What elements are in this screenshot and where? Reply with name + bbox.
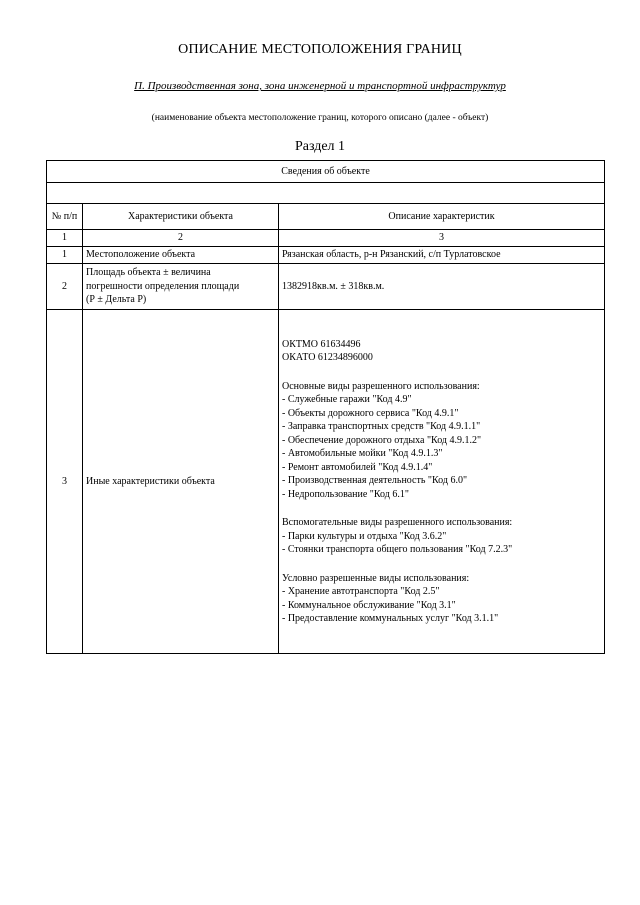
row-characteristic: [83, 264, 279, 310]
aux-uses-title: Вспомогательные виды разрешенного использования:: [282, 517, 513, 528]
table-empty-row: [47, 183, 605, 204]
code-line: ОКТМО 61634496: [282, 338, 361, 350]
table-header-row: [47, 204, 605, 230]
table-row: [47, 310, 605, 654]
row-number: 3: [47, 310, 83, 654]
col-number-3: 3: [279, 230, 605, 247]
main-use-item: - Автомобильные мойки "Код 4.9.1.3": [282, 448, 443, 459]
header-characteristic: Характеристики объекта: [83, 204, 279, 230]
cond-use-item: - Хранение автотранспорта "Код 2.5": [282, 586, 440, 597]
characteristic-line: погрешности определения площади: [86, 280, 240, 292]
table-row: [47, 264, 605, 310]
row-characteristic: Иные характеристики объекта: [83, 310, 279, 654]
row-characteristic: Местоположение объекта: [83, 247, 279, 264]
aux-use-item: - Парки культуры и отдыха "Код 3.6.2": [282, 530, 447, 542]
table-caption-row: [47, 161, 605, 183]
main-use-item: - Ремонт автомобилей "Код 4.9.1.4": [282, 461, 433, 473]
col-number-1: 1: [47, 230, 83, 247]
code-line: ОКАТО 61234896000: [282, 352, 373, 363]
cond-uses-title: Условно разрешенные виды использования:: [282, 572, 470, 584]
row-description: 1382918кв.м. ± 318кв.м.: [279, 264, 605, 310]
main-use-item: - Обеспечение дорожного отдыха "Код 4.9.1.2": [282, 434, 482, 446]
characteristic-line: (Р ± Дельта Р): [86, 294, 147, 306]
header-num: № п/п: [47, 204, 83, 230]
cond-use-item: - Коммунальное обслуживание "Код 3.1": [282, 599, 456, 611]
cond-use-item: - Предоставление коммунальных услуг "Код 3.1.1": [282, 613, 499, 624]
col-number-2: 2: [83, 230, 279, 247]
table-row: [47, 247, 605, 264]
object-name-text: П. Производственная зона, зона инженерной и транспортной инфраструктур: [134, 80, 506, 92]
section-heading: Раздел 1: [294, 139, 346, 154]
main-use-item: - Объекты дорожного сервиса "Код 4.9.1": [282, 407, 459, 419]
document-title: ОПИСАНИЕ МЕСТОПОЛОЖЕНИЯ ГРАНИЦ: [178, 42, 462, 57]
header-description: Описание характеристик: [279, 204, 605, 230]
object-info-table: [46, 160, 605, 654]
empty-cell: [47, 183, 605, 204]
main-use-item: - Производственная деятельность "Код 6.0": [282, 475, 468, 486]
row-number: 1: [47, 247, 83, 264]
main-use-item: - Заправка транспортных средств "Код 4.9.1.1": [282, 421, 481, 432]
row-description: [279, 310, 605, 654]
column-number-row: [47, 230, 605, 247]
main-use-item: - Недропользование "Код 6.1": [282, 488, 409, 500]
main-uses-title: Основные виды разрешенного использования:: [282, 380, 480, 392]
row-number: 2: [47, 264, 83, 310]
aux-use-item: - Стоянки транспорта общего пользования "Код 7.2.3": [282, 544, 513, 555]
object-name: [0, 80, 640, 92]
object-name-note: (наименование объекта местоположение границ, которого описано (далее - объект): [151, 113, 489, 123]
main-use-item: - Служебные гаражи "Код 4.9": [282, 394, 412, 405]
table-caption: Сведения об объекте: [47, 161, 605, 183]
characteristic-line: Площадь объекта ± величина: [86, 267, 211, 279]
row-description: Рязанская область, р-н Рязанский, с/п Турлатовское: [279, 247, 605, 264]
